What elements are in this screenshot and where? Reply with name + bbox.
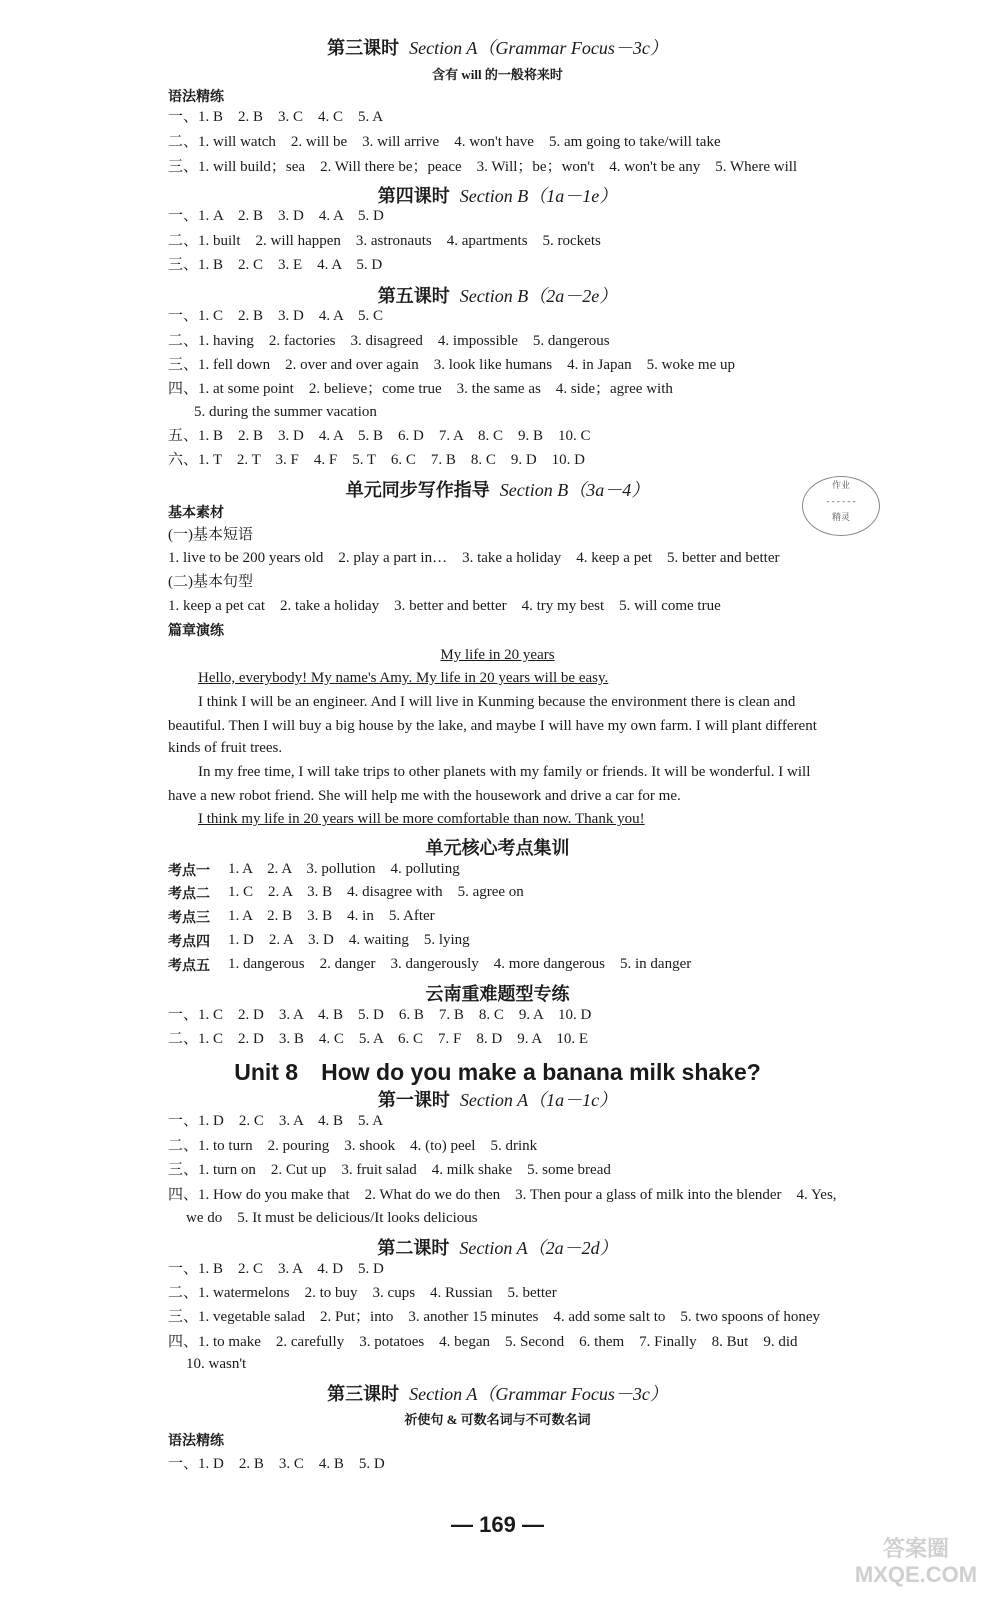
- answer-line: 1. dangerous 2. danger 3. dangerously 4. more dangerous 5. in danger: [228, 956, 692, 972]
- answer-line: 四、1. How do you make that 2. What do we do then 3. Then pour a glass of milk into the blender 4. Yes,: [168, 1187, 837, 1203]
- answer-line: 1. A 2. B 3. B 4. in 5. After: [228, 908, 435, 924]
- answer-line: 二、1. to turn 2. pouring 3. shook 4. (to) peel 5. drink: [168, 1138, 538, 1154]
- answer-line: 三、1. fell down 2. over and over again 3. look like humans 4. in Japan 5. woke me up: [168, 357, 735, 373]
- essay-line: Hello, everybody! My name's Amy. My life in 20 years will be easy.: [198, 670, 609, 686]
- section-label: 语法精练: [168, 90, 224, 105]
- lesson-heading: 第三课时 Section A（Grammar Focus－3c）: [327, 38, 668, 58]
- section-heading: 单元核心考点集训: [425, 838, 570, 858]
- answer-line: 二、1. built 2. will happen 3. astronauts 4. apartments 5. rockets: [168, 233, 601, 249]
- answer-line: 1. C 2. A 3. B 4. disagree with 5. agree on: [228, 884, 524, 900]
- lesson-heading: 第四课时 Section B（1a－1e）: [377, 186, 618, 206]
- lesson-subtitle: 含有 will 的一般将来时: [432, 67, 563, 82]
- lesson-heading: 第一课时 Section A（1a－1c）: [377, 1090, 618, 1110]
- lesson-heading: 第三课时 Section A（Grammar Focus－3c）: [327, 1384, 668, 1404]
- essay-line: In my free time, I will take trips to other planets with my family or friends. It will be wonderful. I will: [198, 764, 811, 780]
- point-label: 考点四: [168, 935, 210, 950]
- point-label: 考点二: [168, 887, 210, 902]
- unit-title: Unit 8 How do you make a banana milk shake?: [234, 1059, 761, 1085]
- answer-line: 一、1. C 2. D 3. A 4. B 5. D 6. B 7. B 8. C 9. A 10. D: [168, 1007, 592, 1023]
- point-label: 考点一: [168, 864, 210, 879]
- answer-line: 三、1. B 2. C 3. E 4. A 5. D: [168, 257, 383, 273]
- answer-line: 一、1. D 2. C 3. A 4. B 5. A: [168, 1113, 384, 1129]
- essay-line: I think my life in 20 years will be more comfortable than now. Thank you!: [198, 811, 645, 827]
- answer-line: 四、1. at some point 2. believe；come true 3. the same as 4. side；agree with: [168, 381, 673, 397]
- answer-line: 5. during the summer vacation: [194, 404, 377, 420]
- essay-line: kinds of fruit trees.: [168, 740, 283, 756]
- answer-line: 六、1. T 2. T 3. F 4. F 5. T 6. C 7. B 8. C 9. D 10. D: [168, 452, 585, 468]
- answer-line: we do 5. It must be delicious/It looks delicious: [186, 1210, 478, 1226]
- answer-line: 1. D 2. A 3. D 4. waiting 5. lying: [228, 932, 470, 948]
- section-label: 语法精练: [168, 1434, 224, 1449]
- answer-line: 一、1. D 2. B 3. C 4. B 5. D: [168, 1456, 385, 1472]
- lesson-heading: 第五课时 Section B（2a－2e）: [377, 286, 618, 306]
- stamp-logo: 作业 - - - - - - 精灵: [802, 476, 880, 536]
- answer-line: 一、1. C 2. B 3. D 4. A 5. C: [168, 308, 384, 324]
- essay-line: beautiful. Then I will buy a big house by the lake, and maybe I will have my own farm. I will plant different: [168, 718, 817, 734]
- answer-line: 1. keep a pet cat 2. take a holiday 3. better and better 4. try my best 5. will come true: [168, 598, 721, 614]
- answer-line: 二、1. watermelons 2. to buy 3. cups 4. Russian 5. better: [168, 1285, 557, 1301]
- answer-line: 二、1. C 2. D 3. B 4. C 5. A 6. C 7. F 8. D 9. A 10. E: [168, 1031, 589, 1047]
- answer-line: 一、1. A 2. B 3. D 4. A 5. D: [168, 208, 384, 224]
- answer-line: 三、1. vegetable salad 2. Put；into 3. another 15 minutes 4. add some salt to 5. two spoons of honey: [168, 1309, 821, 1325]
- answer-line: 三、1. will build；sea 2. Will there be；peace 3. Will；be；won't 4. won't be any 5. Where will: [168, 159, 798, 175]
- section-heading: 云南重难题型专练: [425, 984, 570, 1004]
- lesson-heading: 第二课时 Section A（2a－2d）: [377, 1238, 618, 1258]
- answer-line: 1. A 2. A 3. pollution 4. polluting: [228, 861, 460, 877]
- essay-title: My life in 20 years: [440, 647, 555, 663]
- answer-line: 二、1. will watch 2. will be 3. will arrive 4. won't have 5. am going to take/will take: [168, 134, 721, 150]
- watermark-logo: 答案圈 MXQE.COM: [854, 1536, 978, 1587]
- page-number: — 169 —: [451, 1512, 544, 1537]
- point-label: 考点五: [168, 959, 210, 974]
- sub-heading: (一)基本短语: [168, 527, 253, 543]
- point-label: 考点三: [168, 911, 210, 926]
- answer-line: 1. live to be 200 years old 2. play a part in… 3. take a holiday 4. keep a pet 5. better and better: [168, 550, 780, 566]
- answer-line: 四、1. to make 2. carefully 3. potatoes 4. began 5. Second 6. them 7. Finally 8. But 9. did: [168, 1334, 798, 1350]
- essay-line: have a new robot friend. She will help me with the housework and drive a car for me.: [168, 788, 681, 804]
- answer-line: 五、1. B 2. B 3. D 4. A 5. B 6. D 7. A 8. C 9. B 10. C: [168, 428, 591, 444]
- lesson-heading: 单元同步写作指导 Section B（3a－4）: [345, 480, 650, 500]
- answer-line: 一、1. B 2. C 3. A 4. D 5. D: [168, 1261, 384, 1277]
- sub-heading: (二)基本句型: [168, 574, 253, 590]
- lesson-subtitle: 祈使句 & 可数名词与不可数名词: [404, 1412, 591, 1427]
- answer-line: 10. wasn't: [186, 1356, 247, 1372]
- essay-line: I think I will be an engineer. And I will live in Kunming because the environment there is clean and: [198, 694, 796, 710]
- answer-line: 二、1. having 2. factories 3. disagreed 4. impossible 5. dangerous: [168, 333, 610, 349]
- answer-line: 三、1. turn on 2. Cut up 3. fruit salad 4. milk shake 5. some bread: [168, 1162, 611, 1178]
- section-label: 基本素材: [168, 506, 224, 521]
- answer-line: 一、1. B 2. B 3. C 4. C 5. A: [168, 109, 384, 125]
- section-label: 篇章演练: [168, 624, 224, 639]
